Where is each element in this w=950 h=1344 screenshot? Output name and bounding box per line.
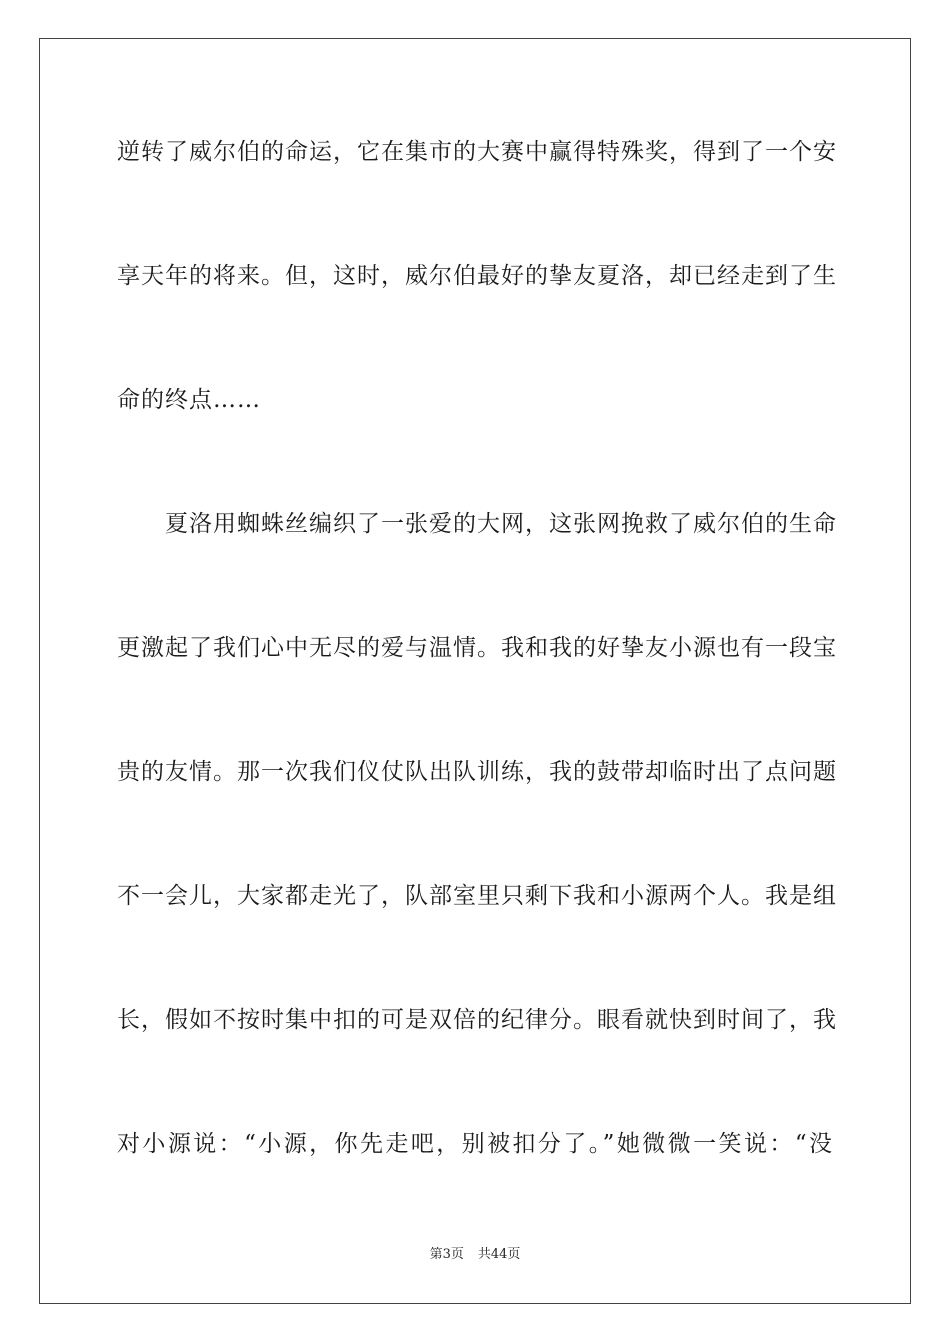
text-line-8: 长，假如不按时集中扣的可是双倍的纪律分。眼看就快到时间了，我 [117, 1007, 837, 1033]
page-footer [0, 1246, 950, 1264]
text-line-1: 逆转了威尔伯的命运，它在集市的大赛中赢得特殊奖，得到了一个安 [117, 139, 837, 165]
page-border [39, 38, 911, 1304]
text-line-2: 享天年的将来。但，这时，威尔伯最好的挚友夏洛，却已经走到了生 [117, 263, 837, 289]
text-line-4: 夏洛用蜘蛛丝编织了一张爱的大网，这张网挽救了威尔伯的生命 [165, 511, 837, 537]
text-line-6: 贵的友情。那一次我们仪仗队出队训练，我的鼓带却临时出了点问题 [117, 759, 837, 785]
page-total: 共44页 [477, 1247, 521, 1262]
text-line-9: 对小源说：“小源，你先走吧，别被扣分了。”她微微一笑说：“没 [117, 1131, 833, 1157]
text-line-3: 命的终点…… [117, 387, 261, 413]
text-line-5: 更激起了我们心中无尽的爱与温情。我和我的好挚友小源也有一段宝 [117, 635, 837, 661]
text-line-7: 不一会儿，大家都走光了，队部室里只剩下我和小源两个人。我是组 [117, 883, 837, 909]
page-number: 第3页 [429, 1247, 464, 1262]
